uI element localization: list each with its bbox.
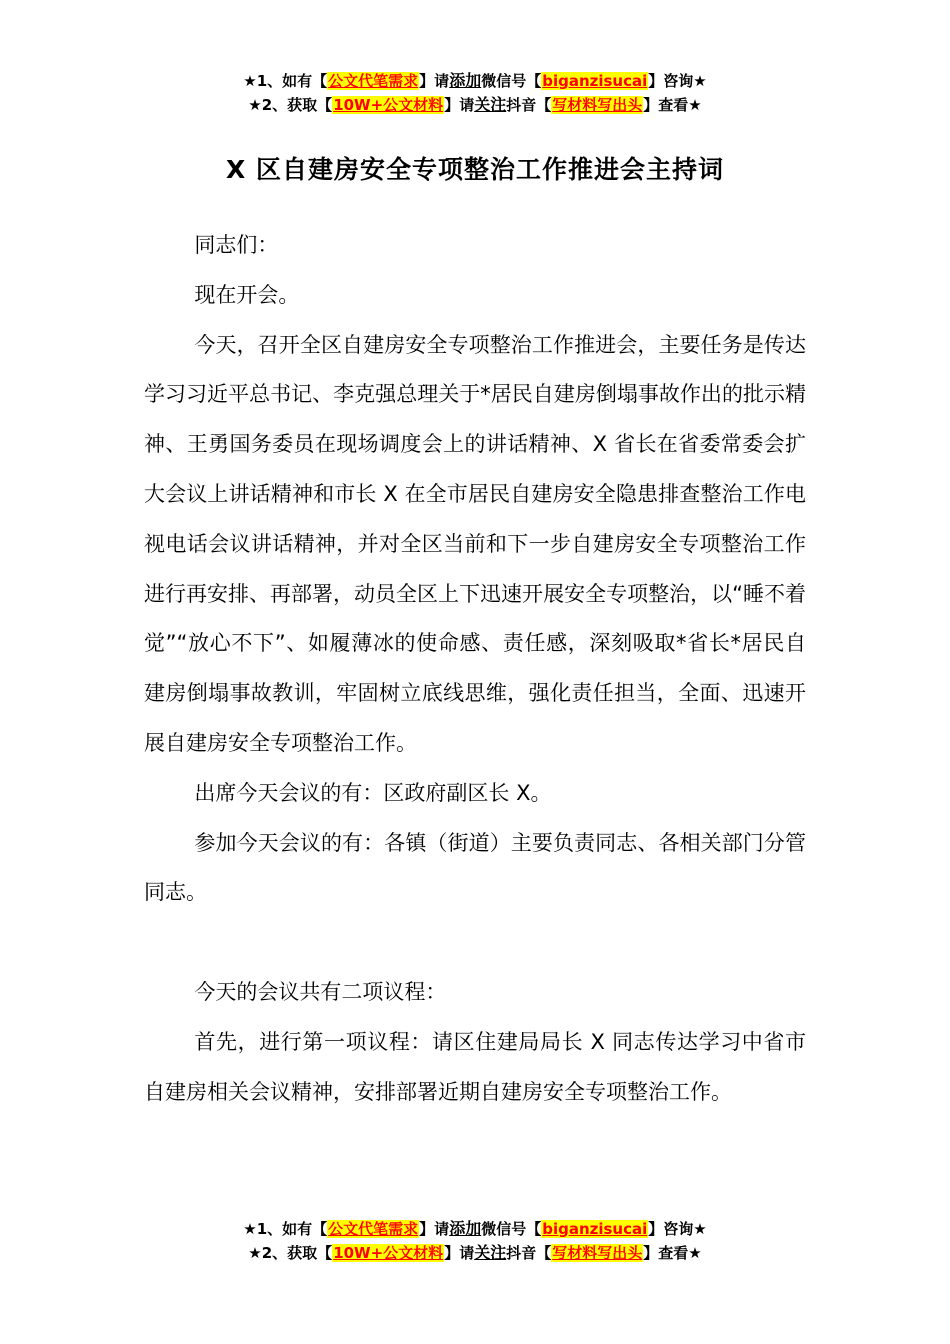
paragraph-agenda-item-1: 首先，进行第一项议程：请区住建局局长 X 同志传达学习中省市自建房相关会议精神，安排部署近期自建房安全专项整治工作。 bbox=[144, 1029, 806, 1104]
paragraph-greeting: 同志们： bbox=[194, 233, 279, 257]
banner-line-2 bbox=[0, 93, 950, 117]
banner-text: 微信号【 bbox=[481, 1220, 542, 1238]
paragraph-attendees: 出席今天会议的有：区政府副区长 X。 bbox=[194, 780, 552, 805]
banner-line-1 bbox=[0, 1217, 950, 1241]
highlight-wechat-id: biganzisucai bbox=[542, 72, 648, 90]
banner-text: 】查看★ bbox=[643, 1244, 702, 1262]
document-body bbox=[144, 221, 806, 1117]
banner-text: 】请 bbox=[444, 96, 475, 114]
banner-line-2 bbox=[0, 1241, 950, 1265]
banner-emphasis: 关注 bbox=[474, 1243, 507, 1262]
highlight-materials: 10W+公文材料 bbox=[333, 96, 444, 114]
banner-emphasis: 添加 bbox=[449, 1219, 482, 1238]
document-title: X 区自建房安全专项整治工作推进会主持词 bbox=[226, 155, 724, 184]
highlight-service: 公文代笔需求 bbox=[328, 1220, 419, 1238]
paragraph-purpose: 今天，召开全区自建房安全专项整治工作推进会，主要任务是传达学习习近平总书记、李克强总理关于*居民自建房倒塌事故作出的批示精神、王勇国务委员在现场调度会上的讲话精神、X 省长在省委常委会扩大会议上讲话精神和市长 X 在全市居民自建房安全隐患排查整治工作电视电话会议讲话精神，并对全区当前和下一步自建房安全专项整治工作进行再安排、再部署，动员全区上下迅速开展安全专项整治，以“睡不着觉”“放心不下”、如履薄冰的使命感、责任感，深刻吸取*省长*居民自建房倒塌事故教训，牢固树立底线思维，强化责任担当，全面、迅速开展自建房安全专项整治工作。 bbox=[144, 332, 806, 755]
paragraph-opening: 现在开会。 bbox=[194, 282, 300, 307]
banner-text: 】咨询★ bbox=[648, 1220, 707, 1238]
banner-line-1 bbox=[0, 69, 950, 93]
footer-banner bbox=[0, 1217, 950, 1265]
highlight-wechat-id: biganzisucai bbox=[542, 1220, 648, 1238]
banner-text: 】请 bbox=[419, 1220, 450, 1238]
paragraph-agenda: 今天的会议共有二项议程： bbox=[194, 979, 447, 1004]
banner-emphasis: 添加 bbox=[449, 71, 482, 90]
highlight-materials: 10W+公文材料 bbox=[333, 1244, 444, 1262]
banner-text: ★2、获取【 bbox=[248, 1244, 333, 1262]
banner-text: ★2、获取【 bbox=[248, 96, 333, 114]
highlight-douyin-account: 写材料写出头 bbox=[552, 1244, 643, 1262]
banner-text: 抖音【 bbox=[506, 1244, 552, 1262]
header-banner bbox=[0, 69, 950, 117]
banner-text: 】咨询★ bbox=[648, 72, 707, 90]
banner-text: ★1、如有【 bbox=[243, 72, 328, 90]
banner-text: 】查看★ bbox=[643, 96, 702, 114]
banner-emphasis: 关注 bbox=[474, 95, 507, 114]
highlight-service: 公文代笔需求 bbox=[328, 72, 419, 90]
banner-text: 】请 bbox=[419, 72, 450, 90]
banner-text: 抖音【 bbox=[506, 96, 552, 114]
paragraph-participants: 参加今天会议的有：各镇（街道）主要负责同志、各相关部门分管同志。 bbox=[144, 830, 806, 905]
banner-text: ★1、如有【 bbox=[243, 1220, 328, 1238]
banner-text: 】请 bbox=[444, 1244, 475, 1262]
banner-text: 微信号【 bbox=[481, 72, 542, 90]
highlight-douyin-account: 写材料写出头 bbox=[552, 96, 643, 114]
